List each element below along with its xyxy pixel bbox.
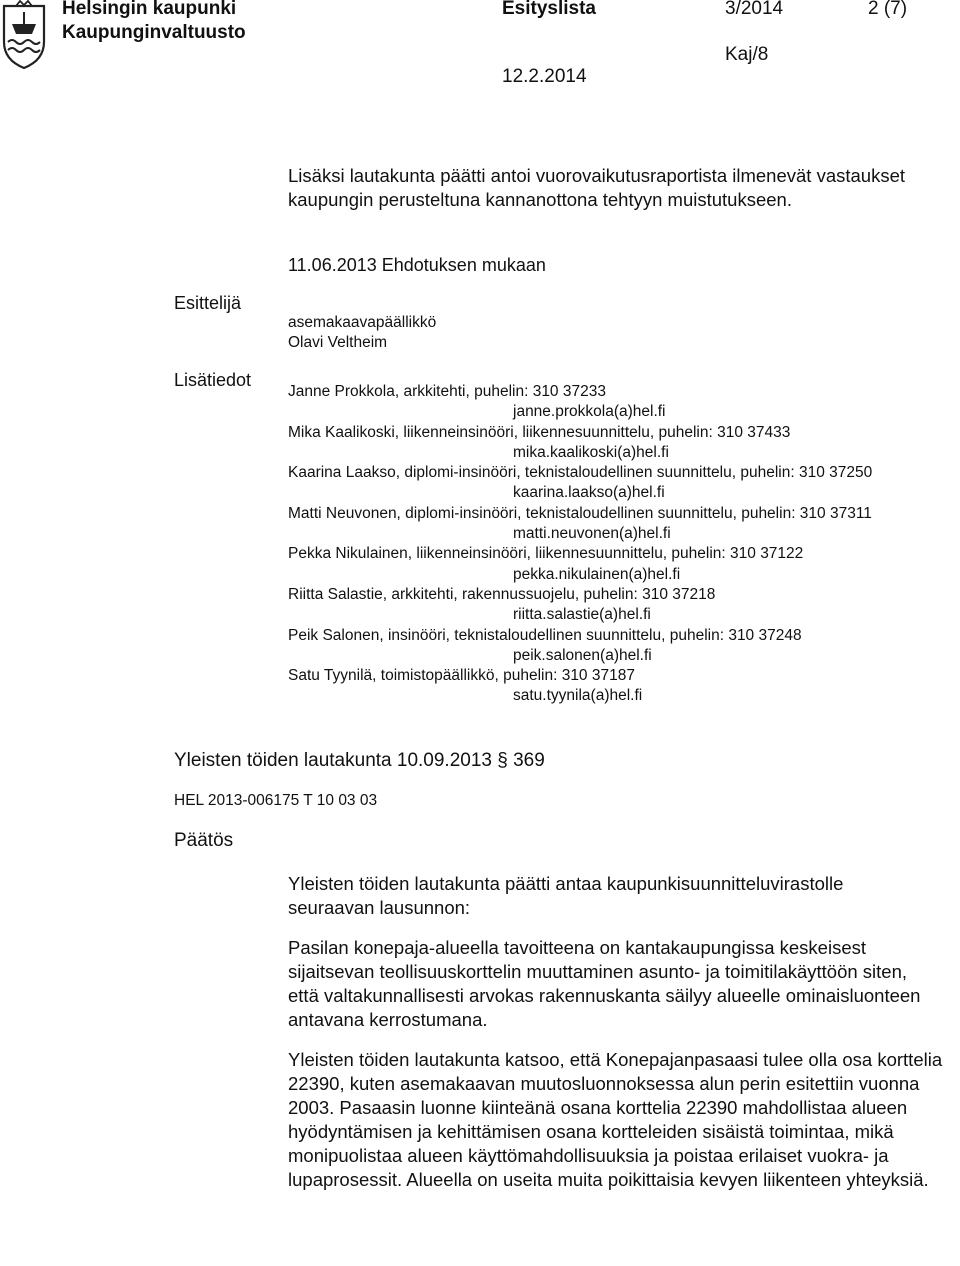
contact-line: Riitta Salastie, arkkitehti, rakennussuojelu, puhelin: 310 37218 <box>288 585 716 603</box>
contact-item <box>288 382 948 423</box>
contact-line: Matti Neuvonen, diplomi-insinööri, teknistaloudellinen suunnittelu, puhelin: 310 37311 <box>288 504 872 522</box>
contact-email: satu.tyynila(a)hel.fi <box>513 687 643 705</box>
header-org: Helsingin kaupunki <box>62 0 237 19</box>
contact-line: Mika Kaalikoski, liikenneinsinööri, liikennesuunnittelu, puhelin: 310 37433 <box>288 423 791 441</box>
contact-item <box>288 666 948 707</box>
contact-email: riitta.salastie(a)hel.fi <box>513 606 651 624</box>
contact-item <box>288 544 948 585</box>
decision-label: Päätös <box>174 830 234 851</box>
contact-email: mika.kaalikoski(a)hel.fi <box>513 443 669 461</box>
contact-email: peik.salonen(a)hel.fi <box>513 646 652 664</box>
contact-list <box>288 382 948 707</box>
decision-paragraph-1: Yleisten töiden lautakunta päätti antaa kaupunkisuunnitteluvirastolle seuraavan lausunnon: <box>288 873 844 918</box>
presenter-label: Esittelijä <box>174 293 242 313</box>
contact-line: Janne Prokkola, arkkitehti, puhelin: 310 37233 <box>288 383 606 400</box>
contact-line: Peik Salonen, insinööri, teknistaloudellinen suunnittelu, puhelin: 310 37248 <box>288 626 802 644</box>
contact-line: Pekka Nikulainen, liikenneinsinööri, liikennesuunnittelu, puhelin: 310 37122 <box>288 545 804 563</box>
presenter-name: Olavi Veltheim <box>288 334 388 351</box>
info-label: Lisätiedot <box>174 370 252 390</box>
header-item: Kaj/8 <box>725 44 769 65</box>
contact-email: matti.neuvonen(a)hel.fi <box>513 525 671 543</box>
header-doc-type: Esityslista <box>502 0 596 19</box>
contact-item <box>288 585 948 626</box>
decision-paragraph-2: Pasilan konepaja-alueella tavoitteena on kantakaupungissa keskeisest sijaitsevan teollisuuskorttelin muuttaminen asunto- ja toimitilakäyttöön siten, että valtakunnallisesti arvokas rakennuskanta säilyy alueelle ominaisluonteen antavana kerrostumana. <box>288 937 921 1030</box>
presenter-title: asemakaavapäällikkö <box>288 314 437 331</box>
contact-email: kaarina.laakso(a)hel.fi <box>513 484 665 502</box>
helsinki-crest-logo <box>0 0 48 70</box>
contact-item <box>288 504 948 545</box>
intro-paragraph: Lisäksi lautakunta päätti antoi vuorovaikutusraportista ilmenevät vastaukset kaupungin perusteltuna kannanottona tehtyyn muistutukseen. <box>288 165 906 210</box>
contact-email: pekka.nikulainen(a)hel.fi <box>513 565 681 583</box>
contact-line: Satu Tyynilä, toimistopäällikkö, puhelin: 310 37187 <box>288 667 635 685</box>
header-page: 2 (7) <box>868 0 908 19</box>
header-date: 12.2.2014 <box>502 66 587 87</box>
header-number: 3/2014 <box>725 0 784 19</box>
header-body: Kaupunginvaltuusto <box>62 22 246 43</box>
contact-line: Kaarina Laakso, diplomi-insinööri, teknistaloudellinen suunnittelu, puhelin: 310 37250 <box>288 464 873 482</box>
contact-item <box>288 423 948 464</box>
contact-item <box>288 626 948 667</box>
decision-paragraph-3: Yleisten töiden lautakunta katsoo, että Konepajanpasaasi tulee olla osa korttelia 22390, kuten asemakaavan muutosluonnoksessa alun perin esitettiin vuonna 2003. Pasaasin luonne kiinteänä osana korttelia 22390 mahdollistaa alueen hyödyntämisen ja kehittämisen osana kortteleiden sisäistä toimintaa, mikä monipuolistaa alueen käyttömahdollisuuksia ja poistaa erilaiset vuokra- ja lupaprosessit. Alueella on useita muita poikittaisia kevyen liikenteen yhteyksiä. <box>288 1049 943 1190</box>
contact-email: janne.prokkola(a)hel.fi <box>513 403 666 421</box>
committee-ref: HEL 2013-006175 T 10 03 03 <box>174 792 378 809</box>
contact-item <box>288 463 948 504</box>
intro-note: 11.06.2013 Ehdotuksen mukaan <box>288 255 546 275</box>
committee-heading: Yleisten töiden lautakunta 10.09.2013 § 369 <box>174 750 545 771</box>
